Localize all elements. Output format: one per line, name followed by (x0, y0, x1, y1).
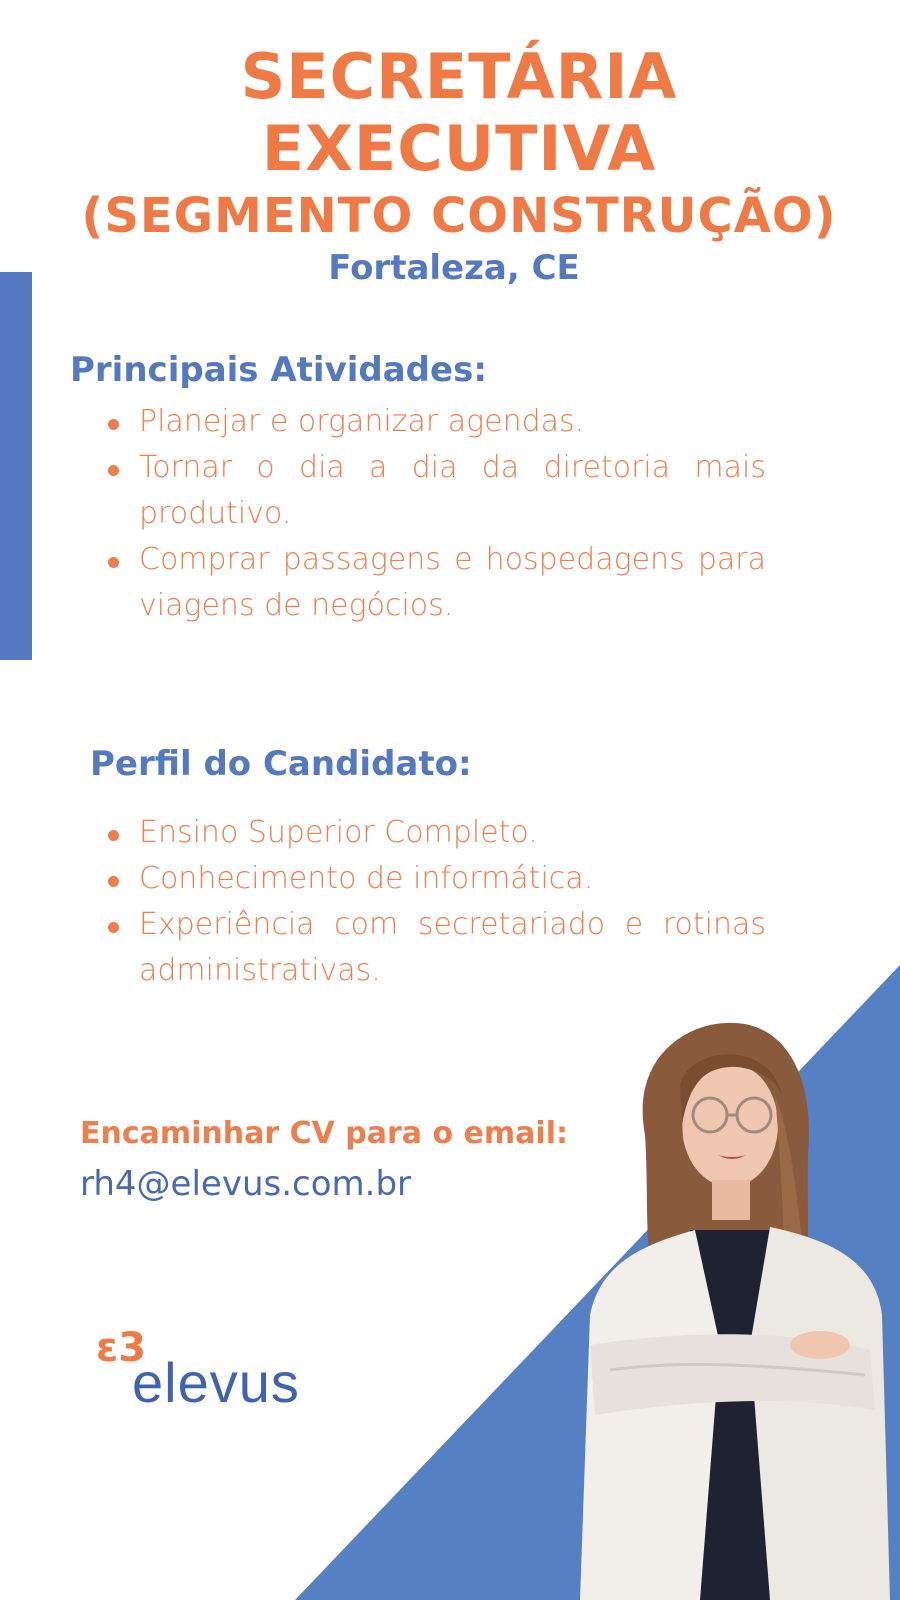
list-item: Tornar o dia a dia da diretoria mais produtivo. (108, 445, 766, 537)
profile-list (108, 810, 766, 994)
list-item: Experiência com secretariado e rotinas administrativas. (108, 902, 766, 994)
list-item: Planejar e organizar agendas. (108, 399, 766, 445)
list-item: Comprar passagens e hospedagens para viagens de negócios. (108, 537, 766, 629)
contact-email-link[interactable]: rh4@elevus.com.br (80, 1164, 412, 1204)
logo-mark-icon: ε3 (96, 1325, 147, 1371)
job-title-line2: EXECUTIVA (261, 112, 657, 185)
logo-wordmark: elevus (132, 1351, 300, 1414)
activities-list (108, 399, 766, 629)
profile-heading: Perfil do Candidato: (90, 744, 472, 784)
elevus-logo (96, 1325, 356, 1428)
list-item: Conhecimento de informática. (108, 856, 766, 902)
activities-heading: Principais Atividades: (70, 350, 487, 390)
job-location: Fortaleza, CE (328, 248, 580, 288)
job-segment: (SEGMENTO CONSTRUÇÃO) (81, 188, 837, 244)
job-title-line1: SECRETÁRIA (240, 40, 678, 113)
list-item: Ensino Superior Completo. (108, 810, 766, 856)
cv-instruction: Encaminhar CV para o email: (80, 1116, 568, 1151)
woman-portrait-illustration (570, 1015, 900, 1600)
